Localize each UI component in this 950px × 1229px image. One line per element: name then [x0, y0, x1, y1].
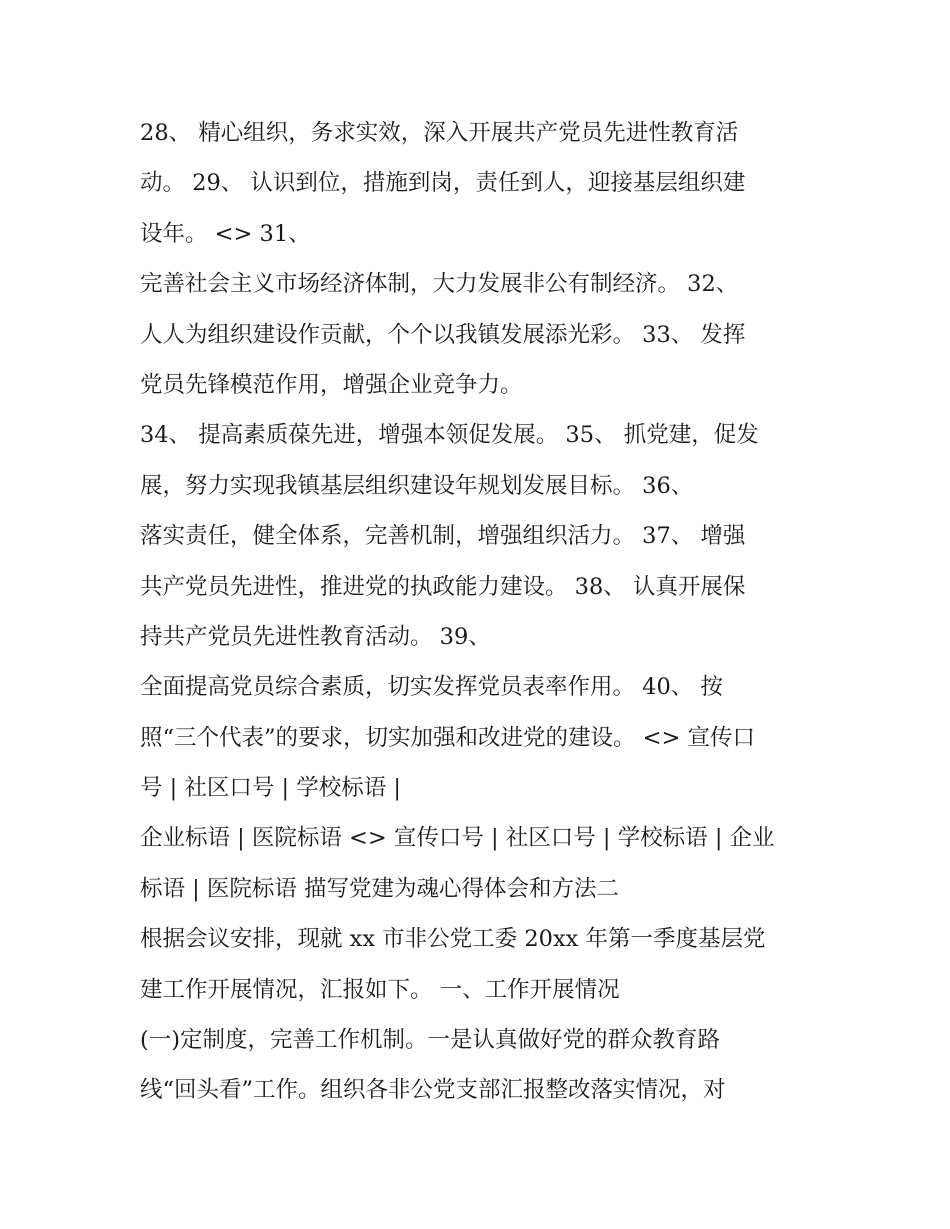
document-body: [140, 108, 820, 1116]
text-line: 落实责任，健全体系，完善机制，增强组织活力。 37、 增强: [140, 523, 746, 550]
text-line: 全面提高党员综合素质，切实发挥党员表率作用。 40、 按: [140, 674, 723, 701]
text-line: 企业标语 | 医院标语 <> 宣传口号 | 社区口号 | 学校标语 | 企业: [140, 825, 775, 852]
text-line: 完善社会主义市场经济体制，大力发展非公有制经济。 32、: [140, 271, 739, 298]
text-line: 34、 提高素质葆先进，增强本领促发展。 35、 抓党建，促发: [140, 422, 759, 449]
text-line: 持共产党员先进性教育活动。 39、: [140, 623, 491, 650]
text-line: 建工作开展情况，汇报如下。 一、工作开展情况: [140, 976, 620, 1003]
text-line: 号 | 社区口号 | 学校标语 |: [140, 775, 402, 802]
text-line: 设年。 <> 31、: [140, 220, 311, 247]
text-line: 照“三个代表”的要求，切实加强和改进党的建设。 <> 宣传口: [140, 724, 756, 751]
text-line: 党员先锋模范作用，增强企业竞争力。: [140, 371, 523, 398]
text-line: 共产党员先进性，推进党的执政能力建设。 38、 认真开展保: [140, 573, 746, 600]
text-line: 人人为组织建设作贡献，个个以我镇发展添光彩。 33、 发挥: [140, 321, 746, 348]
text-line: 标语 | 医院标语 描写党建为魂心得体会和方法二: [140, 875, 620, 902]
text-line: 根据会议安排，现就 xx 市非公党工委 20xx 年第一季度基层党: [140, 926, 766, 953]
text-line: 展，努力实现我镇基层组织建设年规划发展目标。 36、: [140, 472, 694, 499]
text-line: 线“回头看”工作。组织各非公党支部汇报整改落实情况，对: [140, 1077, 726, 1104]
text-line: (一)定制度，完善工作机制。一是认真做好党的群众教育路: [140, 1027, 721, 1054]
text-line: 28、 精心组织，务求实效，深入开展共产党员先进性教育活: [140, 120, 739, 146]
text-line: 动。 29、 认识到位，措施到岗，责任到人，迎接基层组织建: [140, 170, 746, 197]
